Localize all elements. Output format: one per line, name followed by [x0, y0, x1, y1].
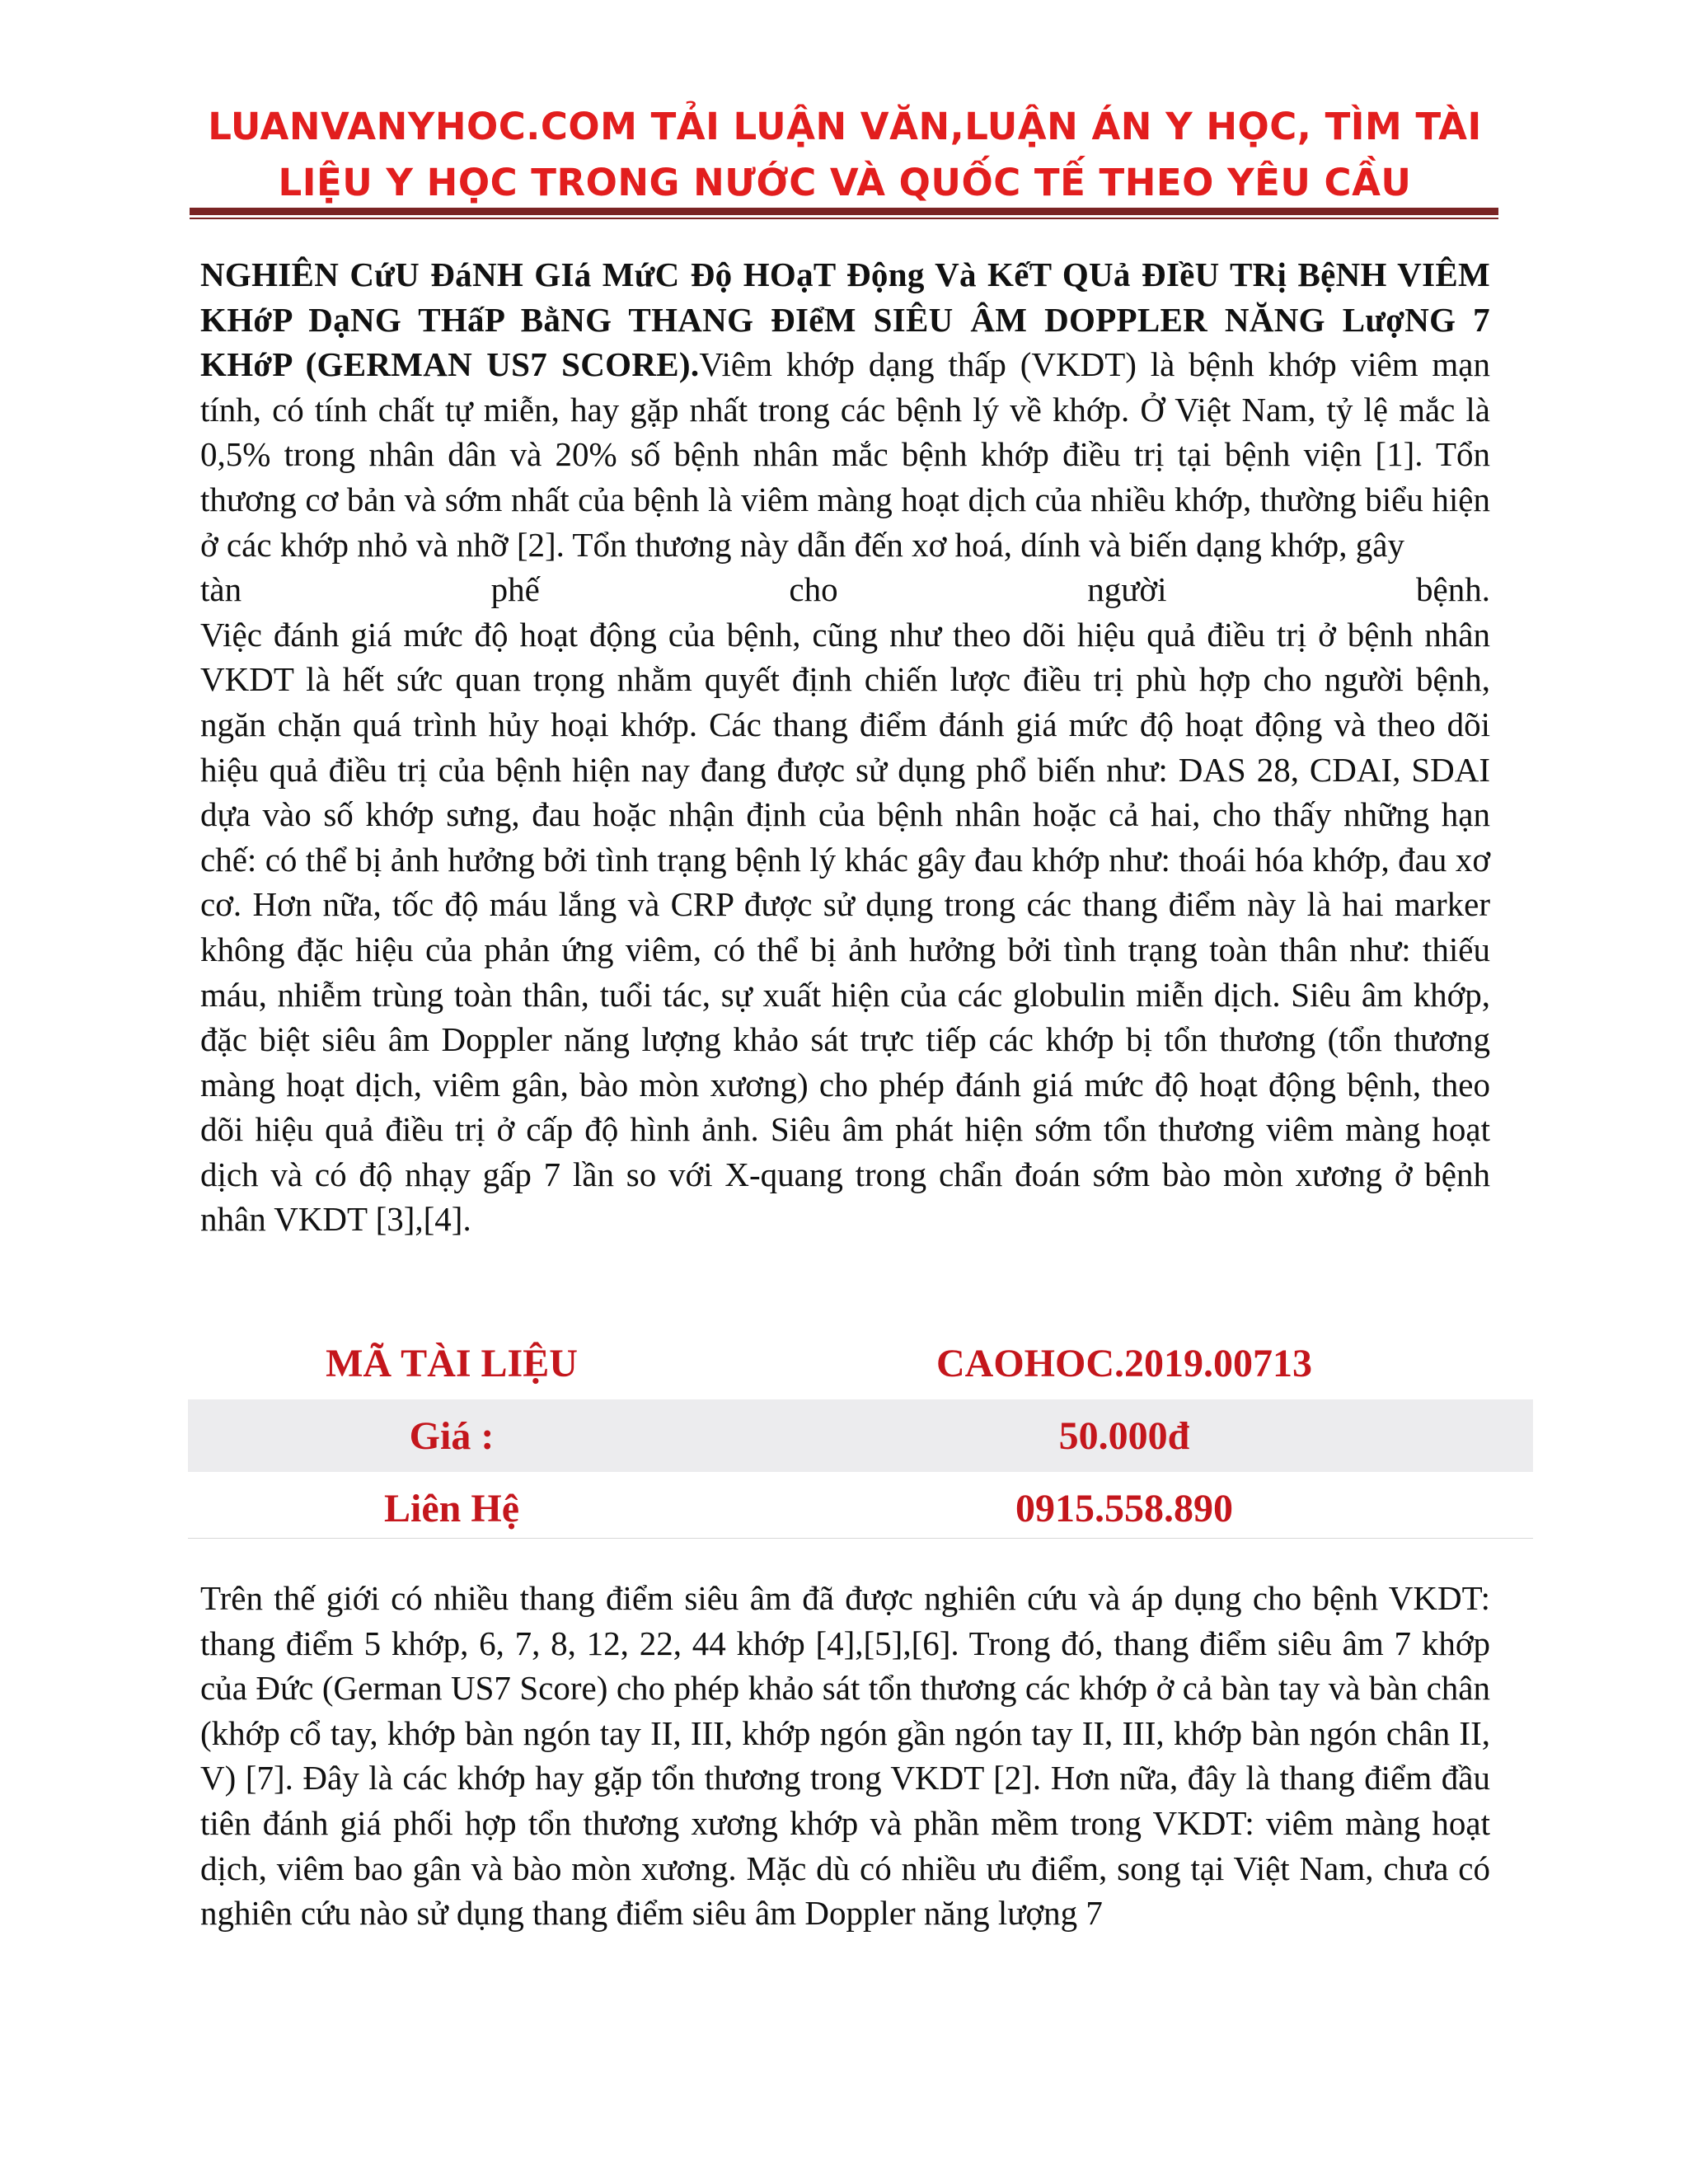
info-label-code: MÃ TÀI LIỆU [326, 1341, 578, 1385]
second-paragraph: Trên thế giới có nhiều thang điểm siêu âm đã được nghiên cứu và áp dụng cho bệnh VKDT: thang điểm 5 khớp, 6, 7, 8, 12, 22, 44 khớp [4],[5],[6]. Trong đó, thang điểm siêu âm 7 khớp của Đức (German US7 Score) cho phép khảo sát tổn thương các khớp ở cả bàn tay và bàn chân (khớp cổ tay, khớp bàn ngón tay II, III, khớp ngón gần ngón tay II, III, khớp bàn ngón chân II, V) [7]. Đây là các khớp hay gặp tổn thương trong VKDT [2]. Hơn nữa, đây là thang điểm đầu tiên đánh giá phối hợp tổn thương xương khớp và phần mềm trong VKDT: viêm màng hoạt dịch, viêm bao gân và bào mòn xương. Mặc dù có nhiều ưu điểm, song tại Việt Nam, chưa có nghiên cứu nào sử dụng thang điểm siêu âm Doppler năng lượng 7 [200, 1579, 1490, 1933]
info-label-price: Giá : [409, 1413, 495, 1458]
info-value-contact[interactable]: 0915.558.890 [1015, 1486, 1233, 1530]
intro-text: Viêm khớp dạng thấp (VKDT) là bệnh khớp viêm mạn tính, có tính chất tự miễn, hay gặp nhất trong các bệnh lý về khớp. Ở Việt Nam, tỷ lệ mắc là 0,5% trong nhân dân và 20% số bệnh nhân mắc bệnh khớp điều trị tại bệnh viện [1]. Tổn thương cơ bản và sớm nhất của bệnh là viêm màng hoạt dịch của nhiều khớp, thường biểu hiện ở các khớp nhỏ và nhỡ [2]. Tổn thương này dẫn đến xơ hoá, dính và biến dạng khớp, gây [200, 345, 1490, 564]
spread-word: phế [490, 570, 540, 609]
info-row-contact [188, 1472, 1533, 1544]
header-divider [190, 208, 1498, 215]
header-line-1: LUANVANYHOC.COM TẢI LUẬN VĂN,LUẬN ÁN Y HỌC, TÌM TÀI [208, 105, 1482, 148]
spread-word: người [1087, 570, 1167, 609]
info-row-price [188, 1399, 1533, 1472]
document-info-table [188, 1327, 1533, 1544]
intro-paragraph-main [200, 252, 1490, 567]
info-row-code [188, 1327, 1533, 1399]
header-line-2: LIỆU Y HỌC TRONG NƯỚC VÀ QUỐC TẾ THEO YÊU CẦU [278, 161, 1412, 204]
spread-word: tàn [200, 570, 242, 609]
intro-paragraph [200, 252, 1490, 1242]
header-divider-thin [190, 218, 1498, 219]
info-label-contact: Liên Hệ [384, 1486, 519, 1530]
spread-word: bệnh. [1416, 570, 1490, 609]
spread-line [200, 567, 1490, 612]
intro-continuation: Việc đánh giá mức độ hoạt động của bệnh, cũng như theo dõi hiệu quả điều trị ở bệnh nhân VKDT là hết sức quan trọng nhằm quyết định chiến lược điều trị phù hợp cho người bệnh, ngăn chặn quá trình hủy hoại khớp. Các thang điểm đánh giá mức độ hoạt động và theo dõi hiệu quả điều trị của bệnh hiện nay đang được sử dụng phổ biến như: DAS 28, CDAI, SDAI dựa vào số khớp sưng, đau hoặc nhận định của bệnh nhân hoặc cả hai, cho thấy những hạn chế: có thể bị ảnh hưởng bởi tình trạng bệnh lý khác gây đau khớp như: thoái hóa khớp, đau xơ cơ. Hơn nữa, tốc độ máu lắng và CRP được sử dụng trong các thang điểm này là hai marker không đặc hiệu của phản ứng viêm, có thể bị ảnh hưởng bởi tình trạng toàn thân như: thiếu máu, nhiễm trùng toàn thân, tuổi tác, sự xuất hiện của các globulin miễn dịch. Siêu âm khớp, đặc biệt siêu âm Doppler năng lượng khảo sát trực tiếp các khớp bị tổn thương (tổn thương màng hoạt dịch, viêm gân, bào mòn xương) cho phép đánh giá mức độ hoạt động bệnh, theo dõi hiệu quả điều trị ở cấp độ hình ảnh. Siêu âm phát hiện sớm tổn thương viêm màng hoạt dịch và có độ nhạy gấp 7 lần so với X-quang trong chẩn đoán sớm bào mòn xương ở bệnh nhân VKDT [3],[4]. [200, 615, 1490, 1239]
info-table-divider [188, 1538, 1533, 1539]
info-value-code: CAOHOC.2019.00713 [936, 1341, 1312, 1385]
spread-word: cho [789, 570, 838, 609]
site-header [190, 99, 1500, 211]
article-title: NGHIÊN CứU ĐáNH GIá MứC Độ HOạT Động Và KếT QUả ĐIềU TRị BệNH VIÊM KHớP DạNG THấP BằNG THANG ĐIểM SIÊU ÂM DOPPLER NĂNG LượNG 7 KHớP (GERMAN US7 SCORE). [200, 255, 1490, 384]
info-value-price: 50.000đ [1058, 1413, 1190, 1458]
